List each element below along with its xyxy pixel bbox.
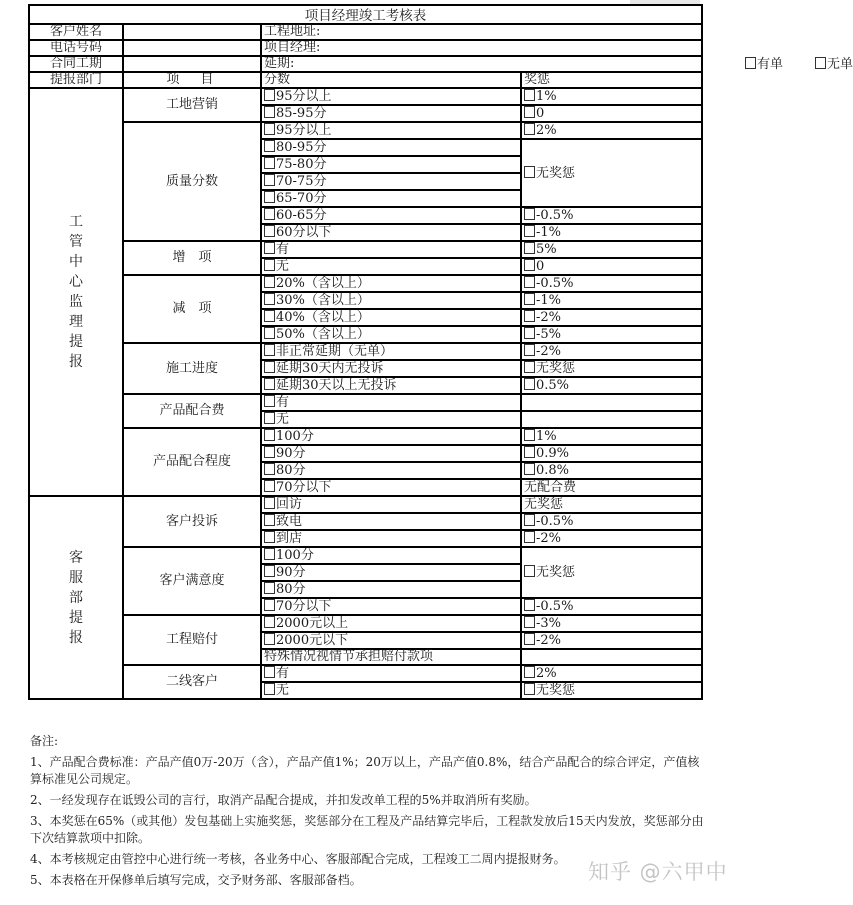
reward-option[interactable] [521,326,702,343]
column-header-reward: 奖惩 [521,72,702,88]
header-row [29,24,702,40]
cell-text: 95分以上 [276,89,332,104]
score-checkbox[interactable] [264,599,275,611]
cell-text: -3% [536,616,562,631]
cell-text: 0.5% [536,378,570,393]
reward-option[interactable] [521,428,702,445]
reward-option[interactable] [521,598,702,615]
column-header-row [29,72,702,88]
column-header-score: 分数 [261,72,521,88]
cell-text: -0.5% [536,208,574,223]
reward-checkbox[interactable] [524,616,535,628]
cell-text: 20%（含以上） [276,276,370,291]
score-option[interactable] [261,88,521,105]
checkbox[interactable] [745,57,756,69]
score-checkbox[interactable] [264,310,275,322]
score-checkbox[interactable] [264,123,275,135]
cell-text: 95分以上 [276,123,332,138]
table-row [29,394,702,411]
cell-text: 50%（含以上） [276,327,370,342]
cell-text: 有 [276,666,290,681]
score-checkbox[interactable] [264,616,275,628]
score-option [261,649,521,665]
score-option[interactable] [261,190,521,207]
department-name: 工管中心监理提报 [69,214,83,370]
score-checkbox[interactable] [264,361,275,373]
score-checkbox[interactable] [264,463,275,475]
cell-text: 100分 [276,548,314,563]
reward-checkbox[interactable] [524,293,535,305]
score-option[interactable] [261,122,521,139]
header-label: 客户姓名 [29,24,123,40]
cell-text: -2% [536,633,562,648]
table-row [29,547,702,564]
score-checkbox[interactable] [264,378,275,390]
cell-text: 80-95分 [276,140,327,155]
score-option[interactable] [261,309,521,326]
reward-checkbox[interactable] [524,565,535,577]
reward-checkbox[interactable] [524,344,535,356]
cell-text: 5% [536,242,557,257]
score-checkbox[interactable] [264,191,275,203]
reward-checkbox[interactable] [524,514,535,526]
cell-text: 无 [276,412,290,427]
cell-text: 85-95分 [276,106,327,121]
cell-text: 70-75分 [276,174,327,189]
cell-text: -2% [536,344,562,359]
delay-option-with-order[interactable] [745,57,783,72]
reward-option[interactable] [521,615,702,632]
score-checkbox[interactable] [264,174,275,186]
item-name: 减 项 [123,275,261,343]
watermark: 知乎 @六甲中 [588,860,728,884]
table-row [29,615,702,632]
cell-text: 80分 [276,582,306,597]
score-option[interactable] [261,462,521,479]
header-right-label: 工程地址: [264,24,321,39]
reward-checkbox[interactable] [524,106,535,118]
score-option[interactable] [261,207,521,224]
score-option[interactable] [261,105,521,122]
header-label: 电话号码 [29,40,123,56]
item-name: 施工进度 [123,343,261,394]
score-checkbox[interactable] [264,293,275,305]
reward-option[interactable] [521,665,702,682]
cell-text: 无配合费 [524,480,577,495]
reward-option[interactable] [521,462,702,479]
score-checkbox[interactable] [264,480,275,492]
cell-text: 1% [536,429,557,444]
score-option[interactable] [261,496,521,513]
score-checkbox[interactable] [264,565,275,577]
header-right-label: 延期: [264,56,295,71]
reward-option[interactable] [521,139,702,207]
header-value-field[interactable] [123,24,261,40]
score-checkbox[interactable] [264,395,275,407]
score-checkbox[interactable] [264,327,275,339]
cell-text: 有 [276,395,290,410]
assessment-form [28,4,853,700]
reward-option[interactable] [521,275,702,292]
cell-text: 到店 [276,531,303,546]
score-option[interactable] [261,326,521,343]
score-checkbox[interactable] [264,582,275,594]
cell-text: 0 [536,259,545,274]
reward-option[interactable] [521,343,702,360]
score-option[interactable] [261,139,521,156]
header-row [29,56,702,72]
cell-text: 70分以下 [276,480,332,495]
score-option[interactable] [261,343,521,360]
score-option[interactable] [261,564,521,581]
cell-text: 60分以下 [276,225,332,240]
reward-option[interactable] [521,105,702,122]
score-checkbox[interactable] [264,497,275,509]
score-checkbox[interactable] [264,633,275,645]
item-name: 产品配合费 [123,394,261,428]
cell-text: 0.9% [536,446,570,461]
table-row [29,275,702,292]
score-checkbox[interactable] [264,140,275,152]
header-row [29,40,702,56]
reward-checkbox[interactable] [524,361,535,373]
cell-text: 无 [276,683,290,698]
reward-checkbox[interactable] [524,242,535,254]
reward-option[interactable] [521,224,702,241]
reward-option [521,411,702,428]
note-item-4: 4、本考核规定由管控中心进行统一考核，各业务中心、客服部配合完成，工程竣工二周内提报财务。 [30,852,566,866]
reward-checkbox[interactable] [524,633,535,645]
reward-option[interactable] [521,207,702,224]
table-row [29,428,702,445]
score-checkbox[interactable] [264,225,275,237]
score-option[interactable] [261,615,521,632]
cell-text: 无奖惩 [536,683,576,698]
reward-option[interactable] [521,360,702,377]
table-row [29,88,702,105]
reward-option[interactable] [521,292,702,309]
form-title: 项目经理竣工考核表 [29,5,702,24]
cell-text: 80分 [276,463,306,478]
header-right-field[interactable] [261,24,702,40]
score-option[interactable] [261,445,521,462]
cell-text: 延期30天以上无投诉 [276,378,397,393]
header-right-field[interactable] [261,56,853,72]
reward-option[interactable] [521,122,702,139]
item-name: 客户投诉 [123,496,261,547]
cell-text: 90分 [276,565,306,580]
score-option[interactable] [261,156,521,173]
reward-option[interactable] [521,682,702,699]
reward-option [521,649,702,665]
cell-text: 75-80分 [276,157,327,172]
table-row [29,122,702,139]
cell-text: 0.8% [536,463,570,478]
checkbox[interactable] [815,57,826,69]
score-checkbox[interactable] [264,666,275,678]
score-checkbox[interactable] [264,429,275,441]
option-label: 有单 [757,57,784,72]
score-option[interactable] [261,428,521,445]
score-option[interactable] [261,581,521,598]
cell-text: -5% [536,327,562,342]
item-name: 工程赔付 [123,615,261,665]
score-option[interactable] [261,632,521,649]
score-option[interactable] [261,224,521,241]
score-checkbox[interactable] [264,548,275,560]
reward-checkbox[interactable] [524,429,535,441]
department-label [29,88,123,496]
cell-text: 致电 [276,514,303,529]
cell-text: 无 [276,259,290,274]
reward-checkbox[interactable] [524,225,535,237]
score-option[interactable] [261,530,521,547]
score-option[interactable] [261,292,521,309]
header-value-field[interactable] [123,56,261,72]
reward-option [521,394,702,411]
score-option[interactable] [261,411,521,428]
note-item-3: 3、本奖惩在65%（或其他）发包基础上实施奖惩，奖惩部分在工程及产品结算完毕后，工程款发放后15天内发放，奖惩部分由下次结算款项中扣除。 [30,814,704,845]
score-checkbox[interactable] [264,276,275,288]
reward-checkbox[interactable] [524,378,535,390]
score-checkbox[interactable] [264,259,275,271]
reward-checkbox[interactable] [524,463,535,475]
cell-text: 90分 [276,446,306,461]
notes-heading: 备注: [30,734,59,748]
cell-text: 有 [276,242,290,257]
score-option[interactable] [261,377,521,394]
reward-option[interactable] [521,513,702,530]
cell-text: -2% [536,531,562,546]
header-right-field[interactable] [261,40,702,56]
cell-text: 无奖惩 [524,497,564,512]
cell-text: 回访 [276,497,303,512]
reward-checkbox[interactable] [524,259,535,271]
score-option[interactable] [261,547,521,564]
score-checkbox[interactable] [264,344,275,356]
reward-checkbox[interactable] [524,683,535,695]
score-checkbox[interactable] [264,683,275,695]
cell-text: 70分以下 [276,599,332,614]
score-option[interactable] [261,598,521,615]
item-name: 增 项 [123,241,261,275]
score-option[interactable] [261,394,521,411]
score-checkbox[interactable] [264,446,275,458]
cell-text: -1% [536,225,562,240]
reward-option[interactable] [521,241,702,258]
cell-text: 100分 [276,429,314,444]
reward-option[interactable] [521,88,702,105]
column-header-item: 项 目 [123,72,261,88]
reward-option[interactable] [521,258,702,275]
cell-text: -0.5% [536,514,574,529]
reward-option[interactable] [521,377,702,394]
reward-checkbox[interactable] [524,446,535,458]
item-name: 工地营销 [123,88,261,122]
reward-checkbox[interactable] [524,89,535,101]
reward-checkbox[interactable] [524,208,535,220]
header-value-field[interactable] [123,40,261,56]
score-checkbox[interactable] [264,242,275,254]
department-label [29,496,123,699]
cell-text: 无奖惩 [536,565,576,580]
score-option[interactable] [261,682,521,699]
score-checkbox[interactable] [264,514,275,526]
cell-text: 特殊情况视情节承担赔付款项 [264,649,434,664]
reward-option[interactable] [521,309,702,326]
reward-checkbox[interactable] [524,123,535,135]
score-checkbox[interactable] [264,412,275,424]
score-checkbox[interactable] [264,89,275,101]
score-option[interactable] [261,665,521,682]
item-name: 质量分数 [123,122,261,241]
reward-checkbox[interactable] [524,310,535,322]
reward-option[interactable] [521,632,702,649]
reward-checkbox[interactable] [524,327,535,339]
cell-text: -0.5% [536,276,574,291]
reward-option[interactable] [521,445,702,462]
cell-text: -1% [536,293,562,308]
score-option[interactable] [261,258,521,275]
note-item-1: 1、产品配合费标准：产品产值0万-20万（含），产品产值1%；20万以上，产品产值0.8%，结合产品配合的综合评定，产值核算标准见公司规定。 [30,755,700,786]
column-header-dept: 提报部门 [29,72,123,88]
score-option[interactable] [261,513,521,530]
assessment-table [28,4,853,700]
cell-text: 延期30天内无投诉 [276,361,384,376]
cell-text: 30%（含以上） [276,293,370,308]
item-name: 客户满意度 [123,547,261,615]
department-name: 客服部提报 [69,549,83,646]
reward-option[interactable] [521,530,702,547]
item-name: 产品配合程度 [123,428,261,496]
cell-text: 2000元以上 [276,616,349,631]
cell-text: -2% [536,310,562,325]
reward-checkbox[interactable] [524,666,535,678]
cell-text: 无奖惩 [536,361,576,376]
table-row [29,496,702,513]
cell-text: 无奖惩 [536,165,576,181]
cell-text: 40%（含以上） [276,310,370,325]
reward-option [521,496,702,513]
reward-checkbox[interactable] [524,599,535,611]
reward-option[interactable] [521,547,702,598]
score-checkbox[interactable] [264,157,275,169]
score-checkbox[interactable] [264,531,275,543]
note-item-2: 2、一经发现存在诋毁公司的言行，取消产品配合提成，并扣发改单工程的5%并取消所有奖励。 [30,793,537,807]
reward-checkbox[interactable] [524,276,535,288]
item-name: 二线客户 [123,665,261,699]
score-option[interactable] [261,275,521,292]
table-row [29,343,702,360]
score-checkbox[interactable] [264,106,275,118]
delay-option-without-order[interactable] [815,57,853,72]
table-row [29,241,702,258]
score-option[interactable] [261,360,521,377]
note-item-5: 5、本表格在开保修单后填写完成，交予财务部、客服部备档。 [30,873,362,887]
cell-text: 2000元以下 [276,633,349,648]
header-label: 合同工期 [29,56,123,72]
cell-text: 65-70分 [276,191,327,206]
delay-options [745,57,853,72]
reward-checkbox[interactable] [524,531,535,543]
cell-text: 2% [536,123,557,138]
cell-text: 0 [536,106,545,121]
cell-text: 2% [536,666,557,681]
score-option[interactable] [261,479,521,496]
cell-text: 1% [536,89,557,104]
cell-text: 非正常延期（无单） [276,344,394,359]
score-option[interactable] [261,241,521,258]
score-option[interactable] [261,173,521,190]
cell-text: 60-65分 [276,208,327,223]
table-row [29,665,702,682]
option-label: 无单 [827,57,853,72]
score-checkbox[interactable] [264,208,275,220]
cell-text: -0.5% [536,599,574,614]
reward-checkbox[interactable] [524,166,535,178]
header-right-label: 项目经理: [264,40,321,55]
reward-option [521,479,702,496]
